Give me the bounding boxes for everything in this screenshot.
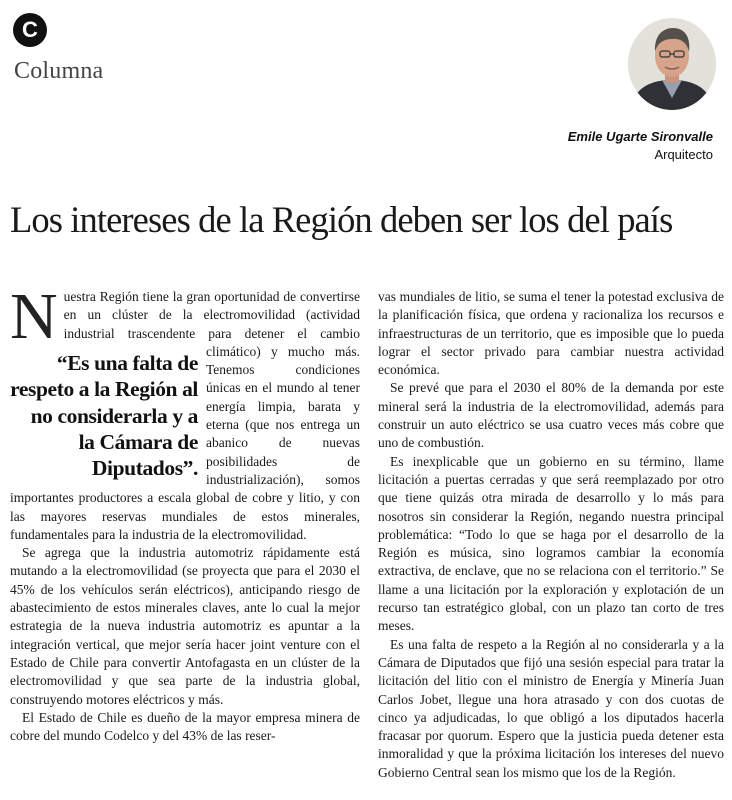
author-name: Emile Ugarte Sironvalle (567, 129, 713, 144)
paragraph-2: Se agrega que la industria automotriz rápidamente está mutando a la electromovilidad (se proyecta que para el 2030 el 45% de los vehículos serán eléctricos), anticipando riesgo de abastecimiento de estos minerales claves, ante lo cual la mejor estrategia de la nueva industria automotriz es apuntar a la integración vertical, que mejor sería hacer joint venture con el Estado de Chile para convertir Antofagasta en un clúster de la electromovilidad y que sea parte de la industria global, construyendo motores eléctricos y más. (10, 545, 360, 707)
paragraph-3-start: El Estado de Chile es dueño de la mayor empresa minera de cobre del mundo Codelco y del 43% de las reser- (10, 709, 360, 744)
byline (568, 128, 713, 164)
drop-cap: N (10, 280, 58, 353)
paragraph-3-end: vas mundiales de litio, se suma el tener la potestad exclusiva de la planificación física, que ordena y racionaliza los recursos e infraestructuras de un territorio, que es imposible que lo pueda lograr el sector privado para cambiar nuestra actividad económica. (378, 289, 724, 378)
paragraph-6: Es una falta de respeto a la Región al no considerarla y a la Cámara de Diputados que fijó una sesión especial para tratar la licitación del litio con el ministro de Energía y Minería Juan Carlos Jobet, llegue una hora atrasado y con dos cuotas de cinco ya adjudicadas, lo que obligó a los diputados hacerla fracasar por quorum. Espero que la justicia pueda detener esta inmoralidad y que la próxima licitación los intereses del nuevo Gobierno Central sean los mismo que los de la Región. (378, 636, 724, 780)
pull-quote: “Es una falta de respeto a la Región al no considerarla y a la Cámara de Diputados”. (10, 351, 198, 481)
author-role: Arquitecto (654, 147, 713, 162)
section-label: Columna (14, 58, 104, 84)
paragraph-1: uestra Región tiene la gran oportunidad de convertirse en un clúster de la electromovilidad (actividad industrial trascendente para detener el cambio climático) y mucho más. Tenemos condiciones únicas en el mundo al tener energía limpia, barata y eterna (que nos entrega un abanico de nuevas posibilidades de industrialización), somos importantes productores a escala global de cobre y litio, y con las mayores reservas mundiales de estos minerales, fundamentales para la industria de la electromovilidad. (10, 289, 360, 542)
column-badge: C (13, 13, 47, 47)
paragraph-4: Se prevé que para el 2030 el 80% de la demanda por este mineral será la industria de la electromovilidad, además para construir un auto eléctrico se usa cuatro veces más cobre que uno de combustión. (378, 380, 724, 451)
headline: Los intereses de la Región deben ser los del país (10, 199, 673, 240)
article-column-2 (378, 288, 724, 782)
article-column-1 (10, 280, 360, 745)
author-photo (628, 18, 716, 110)
paragraph-5: Es inexplicable que un gobierno en su término, llame licitación a puertas cerradas y que será reemplazado por otro que tiene quizás otra mirada de desarrollo y lo más para nosotros sin considerar la Región, negando nuestra principal problemática: “Todo lo que se haga por el desarrollo de la Región es música, sino logramos cambiar la economía extractiva, de enclave, que no se relaciona con el territorio.” Se llame a una licitación por la exploración y explotación de un recurso tan estratégico global, con un plazo tan corto de tres meses. (378, 453, 724, 634)
